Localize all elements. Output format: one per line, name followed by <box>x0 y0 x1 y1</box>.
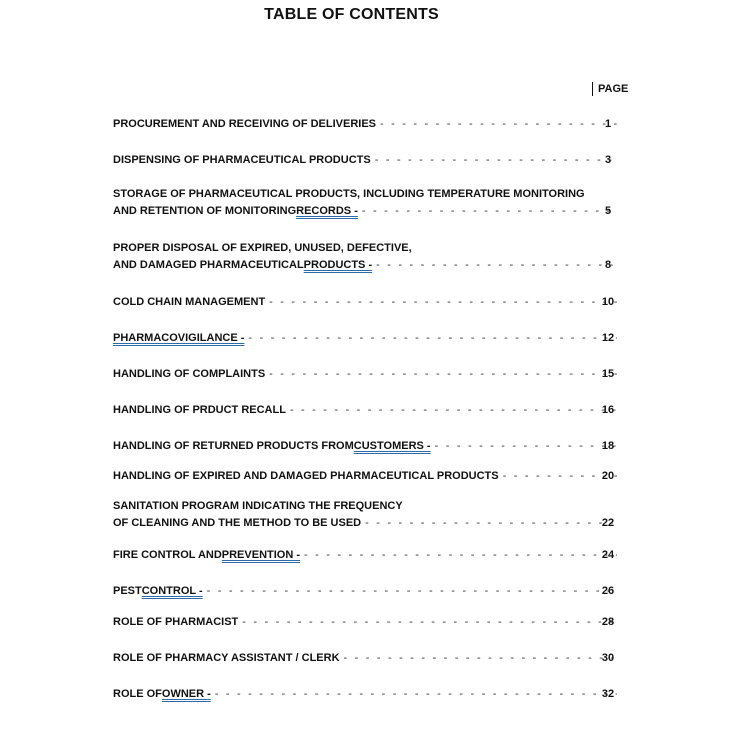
toc-entry-title: DISPENSING OF PHARMACEUTICAL PRODUCTS <box>113 154 371 166</box>
toc-entry-line <box>113 116 623 133</box>
page-number: 12 <box>601 332 615 344</box>
toc-entry[interactable] <box>113 294 623 311</box>
toc-entry-title: ROLE OF PHARMACIST <box>113 616 239 628</box>
dot-leader <box>269 294 617 311</box>
toc-entry[interactable] <box>113 614 623 631</box>
dot-leader <box>344 650 617 667</box>
dot-leader <box>365 515 617 532</box>
toc-entry[interactable] <box>113 686 623 703</box>
page-number: 8 <box>604 259 612 271</box>
toc-entry-line <box>113 686 623 703</box>
toc-entry[interactable] <box>113 152 623 169</box>
toc-entry-title: HANDLING OF PRDUCT RECALL <box>113 404 286 416</box>
toc-entry-line <box>113 402 623 419</box>
toc-entry[interactable] <box>113 468 623 485</box>
toc-entry-line <box>113 498 623 515</box>
toc-entry-line <box>113 257 623 274</box>
dot-leader <box>380 116 617 133</box>
toc-entry-title-underlined: CONTROL - <box>141 585 203 597</box>
dot-leader <box>269 366 617 383</box>
toc-entry[interactable] <box>113 498 623 532</box>
dot-leader <box>362 203 617 220</box>
toc-entry-title: PROPER DISPOSAL OF EXPIRED, UNUSED, DEFECTIVE, <box>113 242 412 254</box>
toc-entry-title: ROLE OF <box>113 688 162 700</box>
toc-entry-line <box>113 294 623 311</box>
dot-leader <box>435 438 617 455</box>
page-number: 20 <box>601 470 615 482</box>
page-number: 1 <box>604 118 612 130</box>
page-number: 26 <box>601 585 615 597</box>
dot-leader <box>248 330 617 347</box>
toc-entry-title: OF CLEANING AND THE METHOD TO BE USED <box>113 517 362 529</box>
toc-entry-title-underlined: RECORDS - <box>296 205 358 217</box>
page-number: 24 <box>601 549 615 561</box>
toc-entry-title: STORAGE OF PHARMACEUTICAL PRODUCTS, INCLUDING TEMPERATURE MONITORING <box>113 188 585 200</box>
toc-entry[interactable] <box>113 650 623 667</box>
toc-entry-title-underlined: PHARMACOVIGILANCE - <box>113 332 245 344</box>
toc-entry[interactable] <box>113 186 623 220</box>
page-number: 32 <box>601 688 615 700</box>
toc-entry-title: HANDLING OF COMPLAINTS <box>113 368 266 380</box>
toc-entry-line <box>113 583 623 600</box>
toc-entry[interactable] <box>113 330 623 347</box>
page-number: 30 <box>601 652 615 664</box>
toc-entry-line <box>113 203 623 220</box>
toc-entry-title: FIRE CONTROL AND <box>113 549 222 561</box>
toc-entry[interactable] <box>113 402 623 419</box>
toc-entry-title: AND RETENTION OF MONITORING <box>113 205 297 217</box>
toc-entry-line <box>113 330 623 347</box>
dot-leader <box>207 583 617 600</box>
toc-entry-line <box>113 650 623 667</box>
toc-entry[interactable] <box>113 116 623 133</box>
toc-entry[interactable] <box>113 240 623 274</box>
page-column-header: PAGE <box>592 82 628 96</box>
page-number: 22 <box>601 517 615 529</box>
toc-entry-title: AND DAMAGED PHARMACEUTICAL <box>113 259 304 271</box>
toc-entry-title-underlined: OWNER - <box>161 688 211 700</box>
toc-entry[interactable] <box>113 547 623 564</box>
toc-entry-title: COLD CHAIN MANAGEMENT <box>113 296 266 308</box>
toc-entry-line <box>113 152 623 169</box>
toc-entry-line <box>113 186 623 203</box>
toc-entry-line <box>113 240 623 257</box>
toc-entry-title: HANDLING OF EXPIRED AND DAMAGED PHARMACEUTICAL PRODUCTS <box>113 470 499 482</box>
toc-entry-title: ROLE OF PHARMACY ASSISTANT / CLERK <box>113 652 340 664</box>
dot-leader <box>376 257 617 274</box>
toc-entry-line <box>113 366 623 383</box>
toc-entry-title: SANITATION PROGRAM INDICATING THE FREQUENCY <box>113 500 403 512</box>
page-number: 15 <box>601 368 615 380</box>
page-title: TABLE OF CONTENTS <box>264 6 439 23</box>
toc-entry-line <box>113 547 623 564</box>
toc-entry-title-underlined: PRODUCTS - <box>303 259 373 271</box>
toc-entry-title: HANDLING OF RETURNED PRODUCTS FROM <box>113 440 354 452</box>
page-number: 3 <box>604 154 612 166</box>
toc-entry-line <box>113 515 623 532</box>
toc-entry-title-underlined: CUSTOMERS - <box>353 440 431 452</box>
page-number: 5 <box>604 205 612 217</box>
toc-entry[interactable] <box>113 438 623 455</box>
toc-entry-line <box>113 614 623 631</box>
dot-leader <box>290 402 617 419</box>
page-number: 10 <box>601 296 615 308</box>
toc-entry-title: PROCUREMENT AND RECEIVING OF DELIVERIES <box>113 118 377 130</box>
dot-leader <box>215 686 617 703</box>
dot-leader <box>375 152 617 169</box>
toc-entry-title: PEST <box>113 585 142 597</box>
page-number: 18 <box>601 440 615 452</box>
toc-entry-title-underlined: PREVENTION - <box>221 549 301 561</box>
page-number: 28 <box>601 616 615 628</box>
dot-leader <box>242 614 617 631</box>
toc-entry-line <box>113 438 623 455</box>
toc-entry[interactable] <box>113 583 623 600</box>
page-number: 16 <box>601 404 615 416</box>
toc-entry[interactable] <box>113 366 623 383</box>
toc-entry-line <box>113 468 623 485</box>
dot-leader <box>304 547 617 564</box>
